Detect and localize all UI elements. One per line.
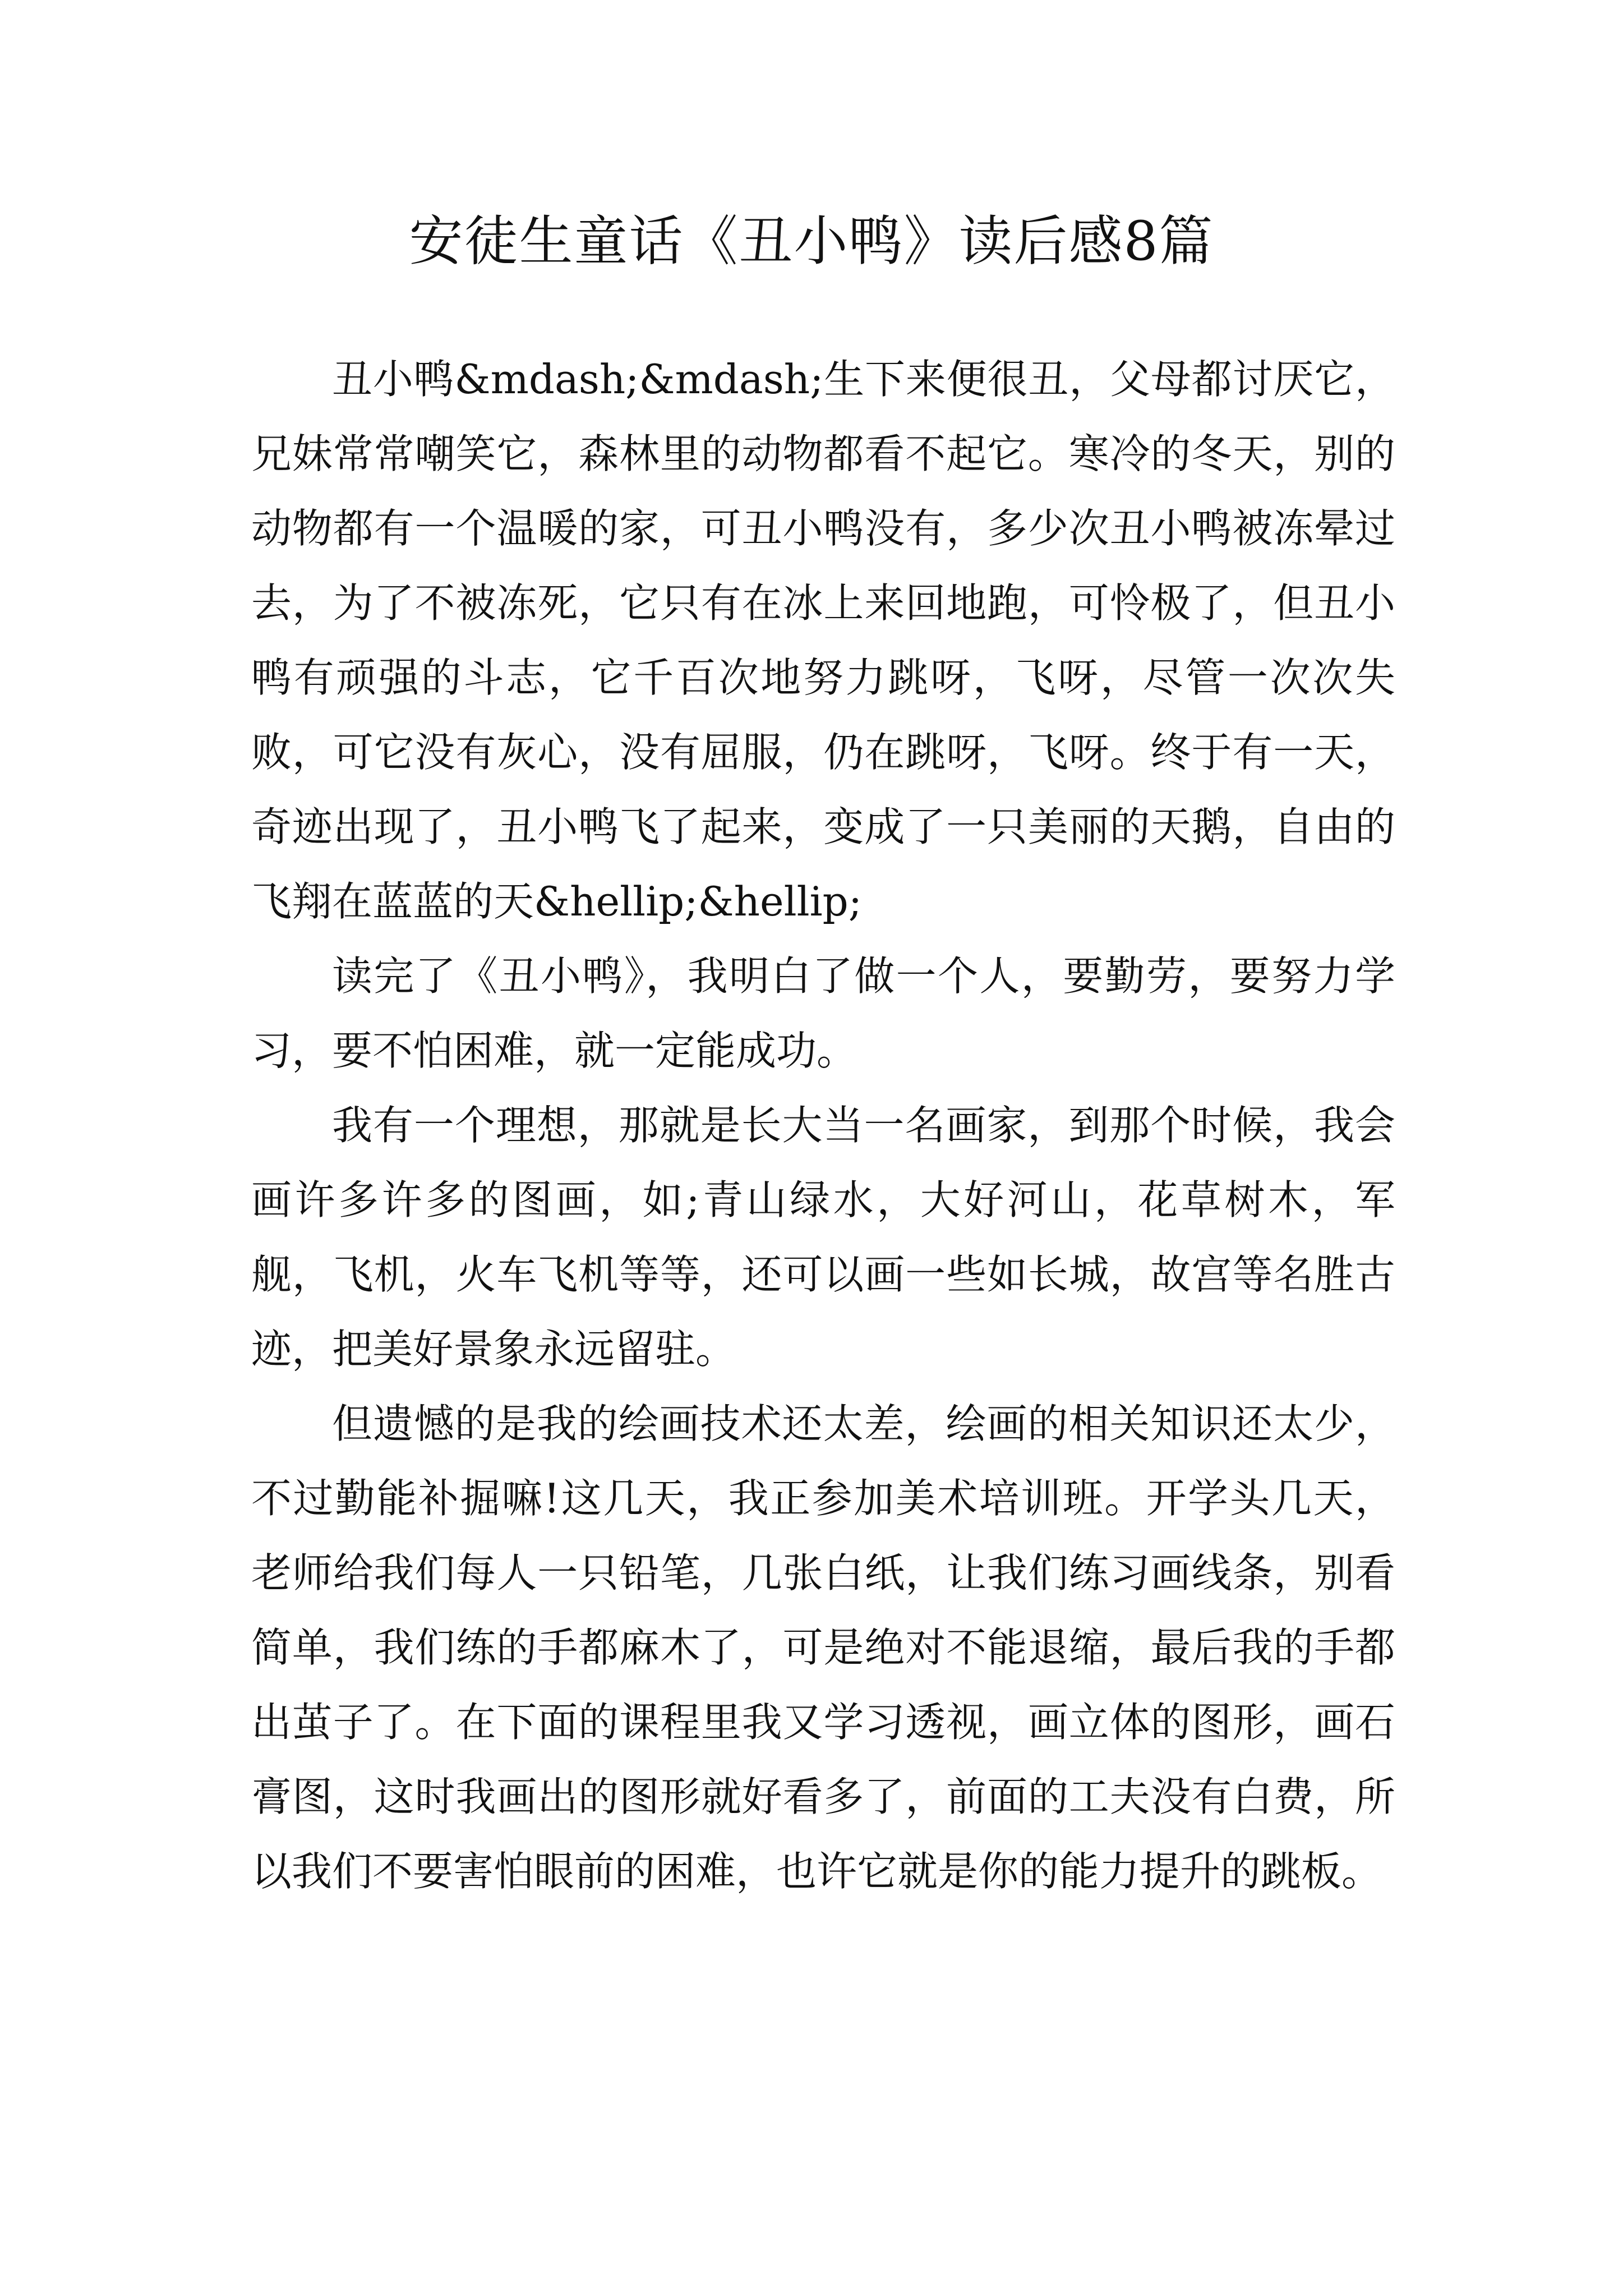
page-title: 安徒生童话《丑小鸭》读后感8篇: [409, 210, 1214, 273]
paragraph-4: 但遗憾的是我的绘画技术还太差，绘画的相关知识还太少，不过勤能补掘嘛!这几天，我正参加美术培训班。开学头几天，老师给我们每人一只铅笔，几张白纸，让我们练习画线条，别看简单，我们练的手都麻木了，可是绝对不能退缩，最后我的手都出茧子了。在下面的课程里我又学习透视，画立体的图形，画石膏图，这时我画出的图形就好看多了，前面的工夫没有白费，所以我们不要害怕眼前的困难，也许它就是你的能力提升的跳板。: [251, 1400, 1395, 1895]
paragraph-3: 我有一个理想，那就是长大当一名画家，到那个时候，我会画许多许多的图画，如;青山绿水，大好河山，花草树木，军舰，飞机，火车飞机等等，还可以画一些如长城，故宫等名胜古迹，把美好景象永远留驻。: [251, 1102, 1395, 1373]
document-body: [251, 342, 1395, 1909]
paragraph-2: 读完了《丑小鸭》，我明白了做一个人，要勤劳，要努力学习，要不怕困难，就一定能成功。: [251, 953, 1395, 1074]
paragraph-1: 丑小鸭&mdash;&mdash;生下来便很丑，父母都讨厌它，兄妹常常嘲笑它，森林里的动物都看不起它。寒冷的冬天，别的动物都有一个温暖的家，可丑小鸭没有，多少次丑小鸭被冻晕过去，为了不被冻死，它只有在冰上来回地跑，可怜极了，但丑小鸭有顽强的斗志，它千百次地努力跳呀，飞呀，尽管一次次失败，可它没有灰心，没有屈服，仍在跳呀，飞呀。终于有一天，奇迹出现了，丑小鸭飞了起来，变成了一只美丽的天鹅，自由的飞翔在蓝蓝的天&hellip;&hellip;: [251, 356, 1395, 925]
